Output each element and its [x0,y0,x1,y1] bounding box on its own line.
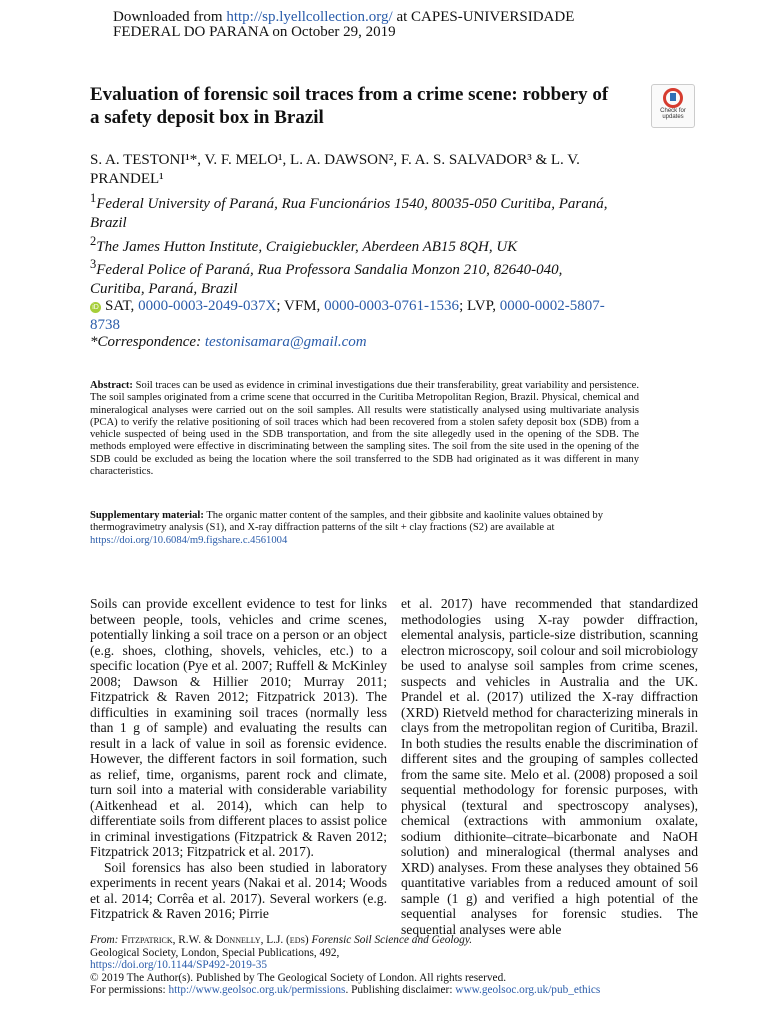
badge-line1: Check for [660,108,686,114]
orcid-label: SAT, [105,298,139,314]
body-paragraph: Soil forensics has also been studied in laboratory experiments in recent years (Nakai et al. 2014; Woods et al. 2014; Corrêa et al. 2017). Several workers (e.g. Fitzpatrick & Raven 2016; Pirrie [90,859,387,921]
supplementary-label: Supplementary material: [90,510,204,521]
footer-book: Forensic Soil Science and Geology. [311,934,473,946]
disclaimer-link[interactable]: www.geolsoc.org.uk/pub_ethics [455,984,601,997]
footer-copyright: © 2019 The Author(s). Published by The Geological Society of London. All rights reserved. [90,971,507,984]
supplementary-link[interactable]: https://doi.org/10.6084/m9.figshare.c.4561004 [90,534,288,546]
orcid-link-lvp[interactable]: 0000-0002-5807-8738 [90,298,605,333]
footer-doi-link[interactable]: https://doi.org/10.1144/SP492-2019-35 [90,959,267,972]
orcid-link-vfm[interactable]: 0000-0003-0761-1536 [324,298,460,314]
disclaimer-label: . Publishing disclaimer: [345,984,456,997]
download-notice [113,10,633,40]
affiliation-2 [90,232,610,257]
orcid-label: ; VFM, [276,298,325,314]
body-paragraph: et al. 2017) have recommended that standardized methodologies using X-ray powder diffraction, elemental analysis, particle-size distribution, scanning electron microscopy, soil colour and soil microbiology be used to analyse soil samples from crime scenes, suspects and vehicles in Australia and the UK. Prandel et al. (2017) utilized the X-ray diffraction (XRD) Rietveld method for characterizing minerals in clays from the metropolitan region of Curitiba, Brazil. In both studies the results enable the discrimination of different sites and the grouping of samples collected from the same site. Melo et al. (2008) proposed a soil sequential methodology for forensic purposes, with physical (textural and spectroscopy analyses), chemical (extractions with ammonium oxalate, sodium dithionite–citrate–bicarbonate and NaOH solution) and mineralogical (thermal analyses and XRD) analyses. From these analyses they obtained 56 quantitative variables from a reduced amount of soil sample (1 g) and verified a high potential of the sequential analyses for forensic studies. The sequential analyses were able [401,596,698,937]
supplementary-material [90,510,639,547]
footer-series: Geological Society, London, Special Publications, 492, [90,946,340,959]
abstract-label: Abstract: [90,380,133,391]
correspondence [90,334,367,351]
download-suffix: at CAPES-UNIVERSIDADE FEDERAL DO PARANA on October 29, 2019 [113,9,575,40]
author-list: S. A. TESTONI¹*, V. F. MELO¹, L. A. DAWSON², F. A. S. SALVADOR³ & L. V. PRANDEL¹ [90,152,580,187]
orcid-list [90,297,610,335]
affiliation-text: Federal Police of Paraná, Rua Professora Sandalia Monzon 210, 82640-040, Curitiba, Paraná, Brazil [90,262,563,297]
correspondence-label: *Correspondence: [90,334,205,350]
affiliation-1 [90,189,610,233]
affiliation-number: 1 [90,191,97,205]
badge-line2: updates [662,114,684,120]
orcid-link-sat[interactable]: 0000-0003-2049-037X [138,298,277,314]
abstract-text: Soil traces can be used as evidence in criminal investigations due their transferability, great variability and persistence. The soil samples originated from a crime scene that occurred in the Curitiba Metropolitan Region, Brazil. Physical, chemical and mineralogical analyses were carried out on the soil samples. All results were statistically analysed using multivariate analysis (PCA) to verify the relative positioning of soil traces which had been recovered from a stolen safety deposit box (SDB) from a vehicle suspected of being used in the SDB transportation, and from the site allegedly used in the opening of the SDB. The methods employed were effective in discriminating between the sampling sites. The soil from the site used in the opening of the SDB could be excluded as being the location where the soil transferred to the SDB had originated as it was different in many characteristics. [90,380,639,478]
footer-from-label: From: [90,934,122,946]
body-column-left [90,596,387,922]
permissions-label: For permissions: [90,984,169,997]
footer-citation [90,934,690,947]
check-for-updates-badge[interactable] [651,84,695,128]
download-prefix: Downloaded from [113,9,227,25]
body-column-right [401,596,698,937]
affiliation-number: 2 [90,234,97,248]
crossmark-icon [663,88,683,108]
affiliation-text: Federal University of Paraná, Rua Funcionários 1540, 80035-050 Curitiba, Paraná, Brazil [90,196,608,231]
orcid-label: ; LVP, [459,298,500,314]
correspondence-email[interactable]: testonisamara@gmail.com [204,334,367,350]
footer-editors: Fitzpatrick, R.W. & Donnelly, L.J. (eds) [121,934,312,946]
paper-title: Evaluation of forensic soil traces from a crime scene: robbery of a safety deposit box in Brazil [90,84,609,128]
abstract [90,380,639,478]
affiliation-number: 3 [90,257,97,271]
footer-permissions [90,984,690,997]
download-link[interactable]: http://sp.lyellcollection.org/ [226,9,393,25]
orcid-icon: iD [90,302,101,313]
supplementary-text: The organic matter content of the samples, and their gibbsite and kaolinite values obtained by thermogravimetry analysis (S1), and X-ray diffraction patterns of the silt + clay fractions (S2) are available at [90,510,603,534]
permissions-link[interactable]: http://www.geolsoc.org.uk/permissions [168,984,346,997]
body-paragraph: Soils can provide excellent evidence to test for links between people, tools, vehicles and crime scenes, potentially linking a soil trace on a person or an object (e.g. shoes, clothing, shovels, vehicles, etc.) to a specific location (Pye et al. 2007; Ruffell & McKinley 2008; Dawson & Hillier 2010; Murray 2011; Fitzpatrick & Raven 2012; Fitzpatrick 2013). The difficulties in examining soil traces (normally less than 1 g of sample) and evaluating the results can result in a lack of value in soil as forensic evidence. However, the different factors in soil formation, such as relief, time, organisms, parent rock and climate, turn soil into a material with considerable variability (Aitkenhead et al. 2014), which can help to differentiate soils from different places to assist police in criminal investigations (Fitzpatrick & Raven 2012; Fitzpatrick 2013; Fitzpatrick et al. 2017). [90,596,387,859]
affiliation-text: The James Hutton Institute, Craigiebuckler, Aberdeen AB15 8QH, UK [96,239,518,255]
footer [90,934,690,997]
affiliation-3 [90,255,610,299]
